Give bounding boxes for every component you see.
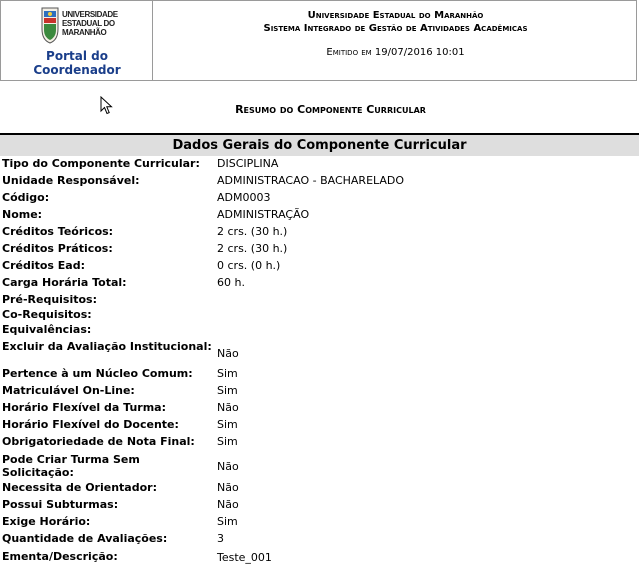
detail-row-unidade (0, 174, 639, 191)
field-value: Não (217, 481, 239, 494)
detail-row-co-requisitos (0, 308, 639, 323)
field-value: 2 crs. (30 h.) (217, 242, 288, 255)
detail-row-tipo (0, 157, 639, 174)
field-value: Não (217, 401, 239, 414)
detail-row-codigo (0, 191, 639, 208)
detail-row-pre-requisitos (0, 293, 639, 308)
field-label: Créditos Ead: (2, 259, 86, 272)
field-label: Exige Horário: (2, 515, 91, 528)
detail-row-exige-horario (0, 515, 639, 532)
detail-row-nucleo-comum (0, 367, 639, 384)
detail-row-nome (0, 208, 639, 225)
field-label: Horário Flexível da Turma: (2, 401, 166, 414)
field-value: 2 crs. (30 h.) (217, 225, 288, 238)
emitted-label: Emitido em (326, 47, 372, 58)
field-value: Não (217, 498, 239, 511)
field-label: Necessita de Orientador: (2, 481, 157, 494)
field-label: Pode Criar Turma Sem Solicitação: (2, 453, 140, 479)
institution-titles (153, 9, 638, 35)
field-label: Horário Flexível do Docente: (2, 418, 179, 431)
detail-row-ementa (0, 548, 639, 565)
field-value: ADMINISTRAÇÃO (217, 208, 310, 221)
field-label: Possui Subturmas: (2, 498, 119, 511)
portal-logo-area[interactable] (1, 1, 153, 80)
detail-row-excluir-avaliacao (0, 338, 639, 367)
field-label: Tipo do Componente Curricular: (2, 157, 200, 170)
field-label: Nome: (2, 208, 43, 221)
report-title: Resumo do Componente Curricular (235, 103, 426, 116)
field-label: Matriculável On-Line: (2, 384, 135, 397)
field-value: Sim (217, 367, 238, 380)
field-value: 0 crs. (0 h.) (217, 259, 281, 272)
field-label: Excluir da Avaliação Institucional: (2, 340, 212, 353)
field-label: Créditos Teóricos: (2, 225, 114, 238)
field-value: DISCIPLINA (217, 157, 279, 170)
field-label: Créditos Práticos: (2, 242, 113, 255)
field-value: Não (217, 460, 239, 473)
report-header (0, 0, 637, 81)
detail-row-creditos-ead (0, 259, 639, 276)
field-label: Unidade Responsável: (2, 174, 140, 187)
field-value: Sim (217, 515, 238, 528)
detail-row-creditos-praticos (0, 242, 639, 259)
field-value: Sim (217, 435, 238, 448)
detail-row-matriculavel (0, 384, 639, 401)
detail-row-orientador (0, 481, 639, 498)
field-value: ADMINISTRACAO - BACHARELADO (217, 174, 405, 187)
component-details (0, 157, 639, 565)
detail-row-horario-docente (0, 418, 639, 435)
field-label: Carga Horária Total: (2, 276, 127, 289)
section-title: Dados Gerais do Componente Curricular (0, 133, 639, 156)
field-label: Co-Requisitos: (2, 308, 92, 321)
detail-row-carga-horaria (0, 276, 639, 293)
field-label: Código: (2, 191, 50, 204)
detail-row-criar-turma (0, 452, 639, 481)
field-value: 60 h. (217, 276, 245, 289)
field-label: Pré-Requisitos: (2, 293, 97, 306)
detail-row-subturmas (0, 498, 639, 515)
field-label: Obrigatoriedade de Nota Final: (2, 435, 195, 448)
detail-row-creditos-teoricos (0, 225, 639, 242)
emitted-datetime: 19/07/2016 10:01 (374, 47, 465, 58)
field-value: Não (217, 347, 239, 360)
field-label: Equivalências: (2, 323, 92, 336)
field-value: ADM0003 (217, 191, 271, 204)
field-value: Sim (217, 418, 238, 431)
emission-info (153, 47, 638, 58)
detail-row-equivalencias (0, 323, 639, 338)
detail-row-qtd-avaliacoes (0, 532, 639, 548)
field-label: Pertence à um Núcleo Comum: (2, 367, 193, 380)
university-logo-text: UNIVERSIDADE ESTADUAL DO MARANHÃO (62, 10, 118, 37)
field-value: Teste_001 (217, 551, 272, 564)
field-value: 3 (217, 532, 224, 545)
system-name: Sistema Integrado de Gestão de Atividades Acadêmicas (263, 23, 528, 34)
detail-row-horario-turma (0, 401, 639, 418)
institution-name: Universidade Estadual do Maranhão (307, 10, 484, 21)
field-label: Ementa/Descrição: (2, 550, 118, 563)
field-value: Sim (217, 384, 238, 397)
detail-row-nota-final (0, 435, 639, 452)
portal-title[interactable]: Portal do Coordenador (33, 49, 121, 77)
university-seal-icon (40, 7, 60, 44)
field-label: Quantidade de Avaliações: (2, 532, 168, 545)
